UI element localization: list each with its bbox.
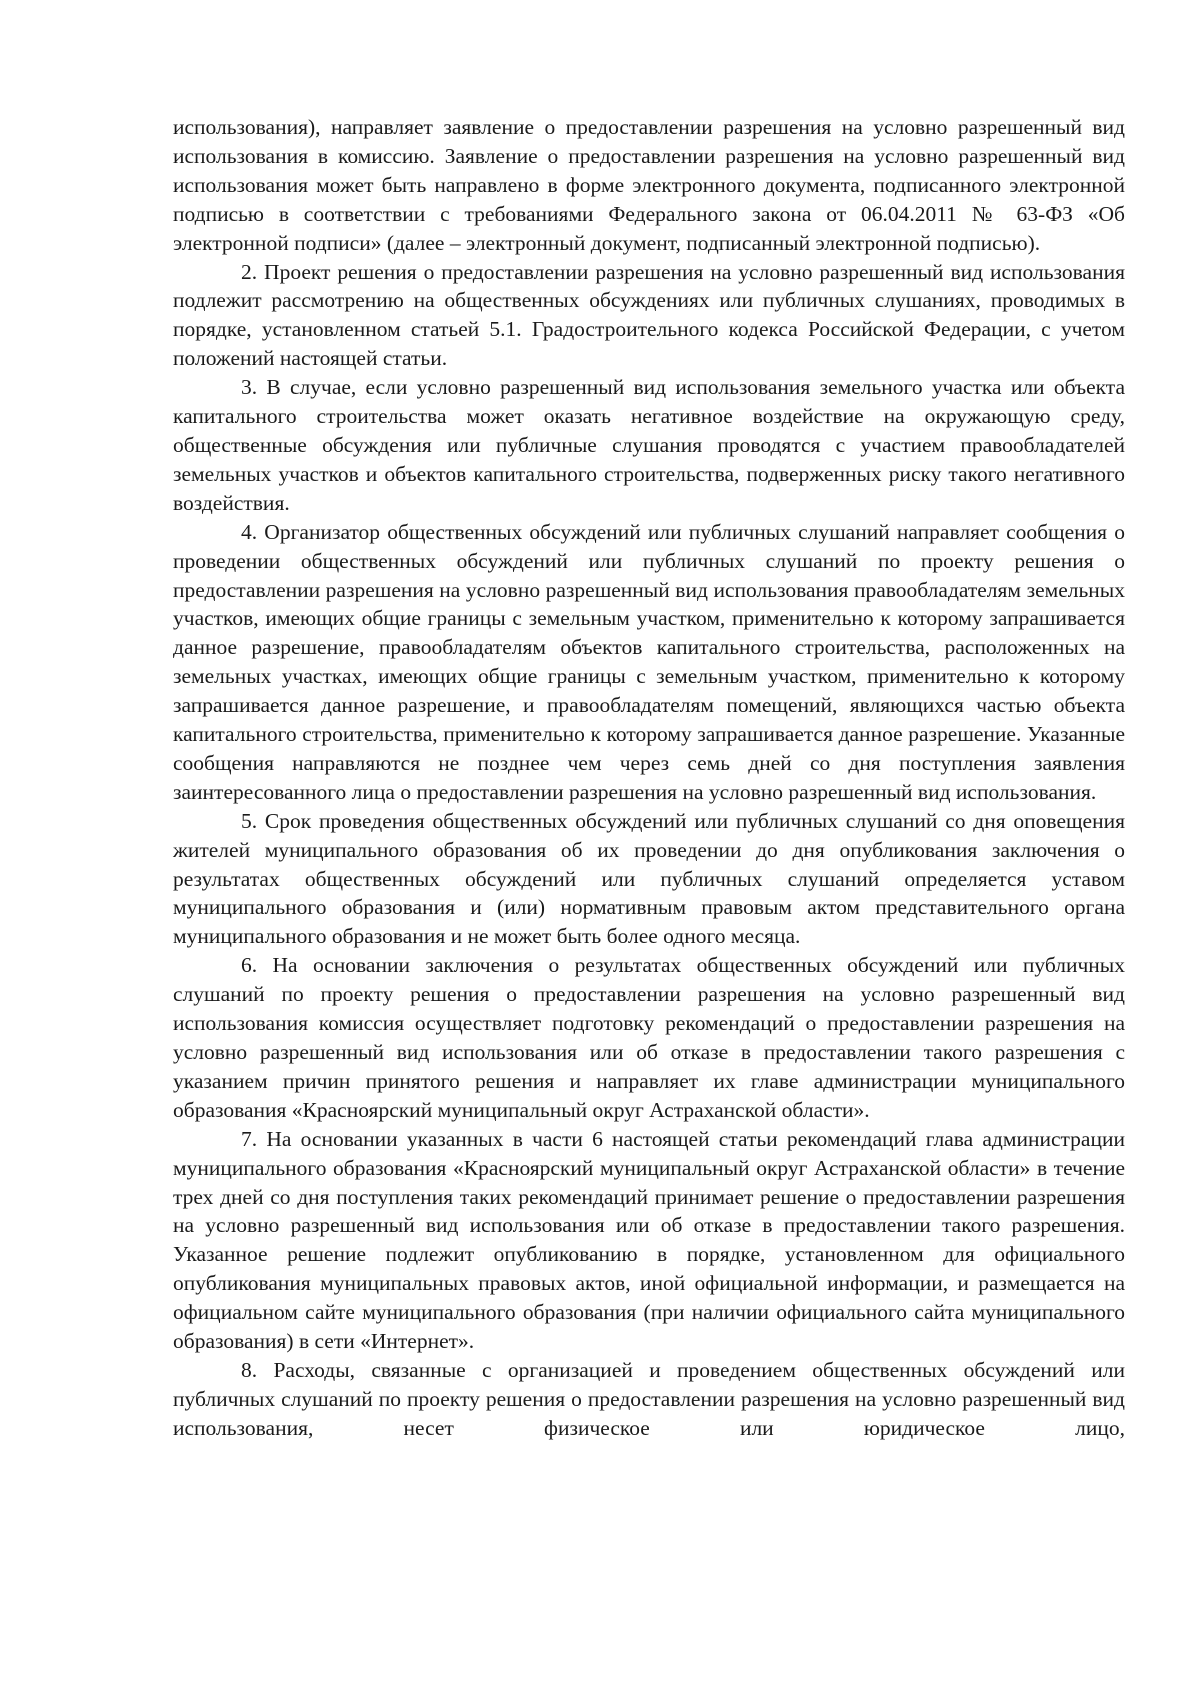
paragraph-6: 6. На основании заключения о результатах общественных обсуждений или публичных слушаний по проекту решения о предоставлении разрешения на условно разрешенный вид использования комиссия осуществляет подготовку рекомендаций о предоставлении разрешения на условно разрешенный вид использования или об отказе в предоставлении такого разрешения с указанием причин принятого решения и направляет их главе администрации муниципального образования «Красноярский муниципальный округ Астраханской области». bbox=[173, 953, 1125, 1122]
paragraph-5: 5. Срок проведения общественных обсуждений или публичных слушаний со дня оповещения жителей муниципального образования об их проведении до дня опубликования заключения о результатах общественных обсуждений или публичных слушаний определяется уставом муниципального образования и (или) нормативным правовым актом представительного органа муниципального образования и не может быть более одного месяца. bbox=[173, 808, 1125, 949]
paragraph-3: 3. В случае, если условно разрешенный вид использования земельного участка или объекта капитального строительства может оказать негативное воздействие на окружающую среду, общественные обсуждения или публичные слушания проводятся с участием правообладателей земельных участков и объектов капитального строительства, подверженных риску такого негативного воздействия. bbox=[173, 375, 1125, 515]
paragraph-continuation: использования), направляет заявление о предоставлении разрешения на условно разрешенный вид использования в комиссию. Заявление о предоставлении разрешения на условно разрешенный вид использования может быть направлено в форме электронного документа, подписанного электронной подписью в соответствии с требованиями Федерального закона от 06.04.2011 № 63-ФЗ «Об электронной подписи» (далее – электронный документ, подписанный электронной подписью). bbox=[173, 115, 1125, 255]
paragraph-7: 7. На основании указанных в части 6 настоящей статьи рекомендаций глава администрации муниципального образования «Красноярский муниципальный округ Астраханской области» в течение трех дней со дня поступления таких рекомендаций принимает решение о предоставлении разрешения на условно разрешенный вид использования или об отказе в предоставлении такого разрешения. Указанное решение подлежит опубликованию в порядке, установленном для официального опубликования муниципальных правовых актов, иной официальной информации, и размещается на официальном сайте муниципального образования (при наличии официального сайта муниципального образования) в сети «Интернет». bbox=[173, 1126, 1125, 1354]
paragraph-2: 2. Проект решения о предоставлении разрешения на условно разрешенный вид использования подлежит рассмотрению на общественных обсуждениях или публичных слушаниях, проводимых в порядке, установленном статьей 5.1. Градостроительного кодекса Российской Федерации, с учетом положений настоящей статьи. bbox=[173, 259, 1125, 371]
paragraph-8: 8. Расходы, связанные с организацией и проведением общественных обсуждений или публичных слушаний по проекту решения о предоставлении разрешения на условно разрешенный вид использования, несет физическое или юридическое лицо, bbox=[173, 1357, 1125, 1440]
paragraph-4: 4. Организатор общественных обсуждений или публичных слушаний направляет сообщения о проведении общественных обсуждений или публичных слушаний по проекту решения о предоставлении разрешения на условно разрешенный вид использования правообладателям земельных участков, имеющих общие границы с земельным участком, применительно к которому запрашивается данное разрешение, правообладателям объектов капитального строительства, расположенных на земельных участках, имеющих общие границы с земельным участком, применительно к которому запрашивается данное разрешение, и правообладателям помещений, являющихся частью объекта капитального строительства, применительно к которому запрашивается данное разрешение. Указанные сообщения направляются не позднее чем через семь дней со дня поступления заявления заинтересованного лица о предоставлении разрешения на условно разрешенный вид использования. bbox=[173, 519, 1125, 804]
document-body bbox=[173, 113, 1125, 1443]
